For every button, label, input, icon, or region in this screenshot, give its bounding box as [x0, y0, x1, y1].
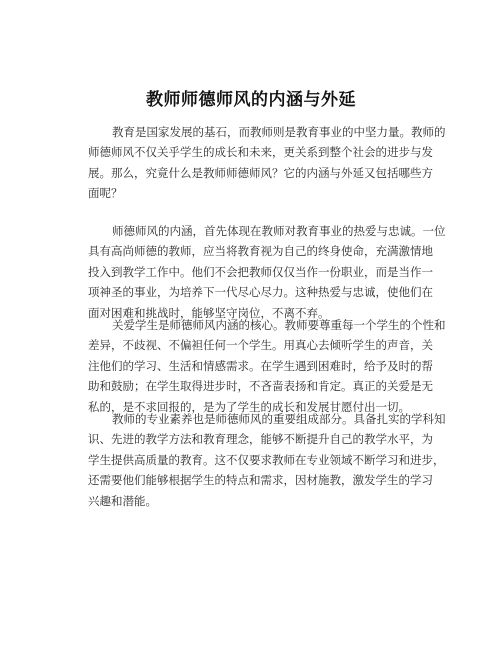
paragraph-line: 助和鼓励；在学生取得进步时，不吝啬表扬和肯定。真正的关爱是无: [88, 379, 433, 394]
paragraph-line: 项神圣的事业，为培养下一代尽心尽力。这种热爱与忠诚，使他们在: [88, 285, 433, 300]
paragraph-1: [88, 122, 448, 204]
paragraph-line: 注他们的学习、生活和情感需求。在学生遇到困难时，给予及时的帮: [88, 358, 433, 373]
paragraph-2: [88, 221, 448, 323]
paragraph-line: 还需要他们能够根据学生的特点和需求，因材施教，激发学生的学习: [88, 473, 433, 488]
paragraph-line: 具有高尚师德的教师，应当将教育视为自己的终身使命，充满激情地: [88, 244, 433, 259]
paragraph-line: 师德师风的内涵，首先体现在教师对教育事业的热爱与忠诚。一位: [112, 224, 446, 238]
paragraph-line: 展。那么，究竟什么是教师师德师风？它的内涵与外延又包括哪些方: [88, 165, 433, 180]
paragraph-line: 教师的专业素养也是师德师风的重要组成部分。具备扎实的学科知: [112, 412, 446, 426]
paragraph-line: 关爱学生是师德师风内涵的核心。教师要尊重每一个学生的个性和: [112, 318, 446, 332]
paragraph-line: 差异，不歧视、不偏袒任何一个学生。用真心去倾听学生的声音，关: [88, 338, 433, 353]
paragraph-line: 师德师风不仅关乎学生的成长和未来，更关系到整个社会的进步与发: [88, 145, 433, 160]
paragraph-line: 面呢？: [88, 186, 123, 201]
paragraph-line: 面对困难和挑战时，能够坚守岗位，不离不弃。: [88, 305, 330, 320]
paragraph-4: [88, 409, 448, 511]
paragraph-line: 兴趣和潜能。: [88, 493, 157, 508]
paragraph-line: 投入到教学工作中。他们不会把教师仅仅当作一份职业，而是当作一: [88, 264, 433, 279]
paragraph-line: 教育是国家发展的基石，而教师则是教育事业的中坚力量。教师的: [112, 125, 446, 139]
paragraph-3: [88, 315, 448, 417]
document-title: 教师师德师风的内涵与外延: [146, 90, 356, 110]
paragraph-line: 私的，是不求回报的，是为了学生的成长和发展甘愿付出一切。: [88, 399, 410, 414]
paragraph-line: 识、先进的教学方法和教育理念，能够不断提升自己的教学水平，为: [88, 432, 433, 447]
paragraph-line: 学生提供高质量的教育。这不仅要求教师在专业领域不断学习和进步，: [88, 452, 445, 467]
